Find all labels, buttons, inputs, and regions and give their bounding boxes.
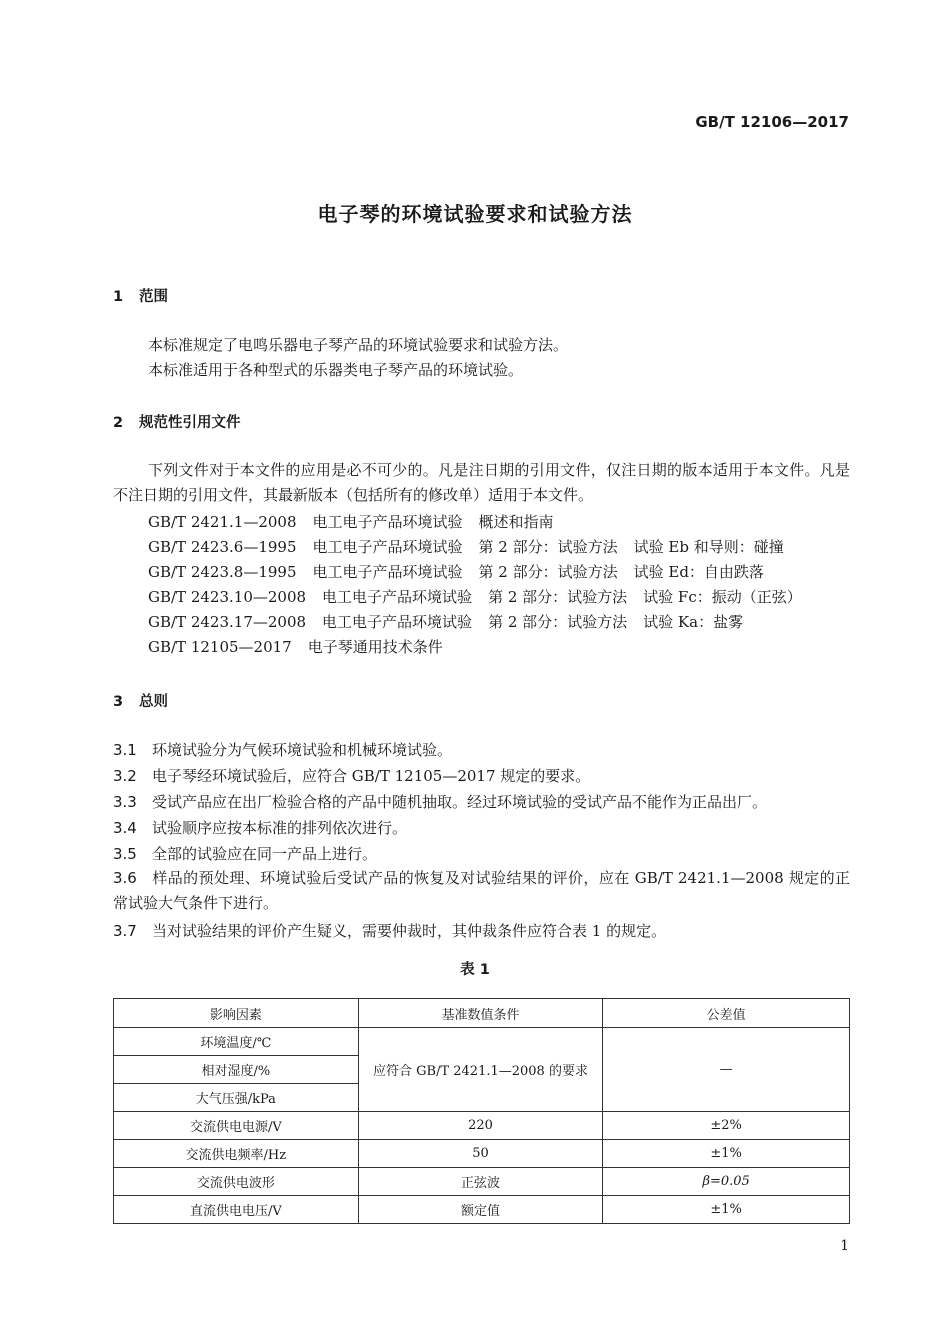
table-caption: 表 1 [460, 962, 490, 978]
clause-text: 试验顺序应按本标准的排列依次进行。 [152, 819, 408, 837]
paragraph: 本标准适用于各种型式的乐器类电子琴产品的环境试验。 [148, 361, 524, 379]
ref-code: GB/T 2423.6—1995 [148, 538, 297, 556]
table-cell: 额定值 [358, 1196, 603, 1224]
table-cell: ±1% [603, 1196, 850, 1224]
ref-part: 第 2 部分：试验方法 [488, 613, 628, 631]
clause-number: 3.3 [113, 793, 137, 811]
clause [113, 739, 452, 760]
ref-sub: 试验 Ed：自由跌落 [633, 563, 764, 581]
table-cell: β=0.05 [603, 1168, 850, 1196]
table-row [114, 1196, 850, 1224]
table-cell: 220 [358, 1112, 603, 1140]
clause-number: 3.1 [113, 741, 137, 759]
clause-number: 3.7 [113, 922, 137, 940]
table-header-row [114, 999, 850, 1028]
ref-code: GB/T 2421.1—2008 [148, 513, 297, 531]
section-number: 1 [113, 289, 124, 305]
clause-text: 全部的试验应在同一产品上进行。 [152, 845, 378, 863]
section-2-heading [113, 411, 241, 432]
ref-sub: 试验 Ka：盐雾 [643, 613, 744, 631]
table-cell: 50 [358, 1140, 603, 1168]
ref-title: 电子琴通用技术条件 [307, 638, 443, 656]
table-cell: 交流供电电源/V [114, 1112, 359, 1140]
ref-title: 电工电子产品环境试验 [312, 538, 463, 556]
table-cell: ±2% [603, 1112, 850, 1140]
table-row [114, 1168, 850, 1196]
ref-sub: 试验 Fc：振动（正弦） [643, 588, 802, 606]
table-cell: 直流供电电压/V [114, 1196, 359, 1224]
clause-text: 当对试验结果的评价产生疑义，需要仲裁时，其仲裁条件应符合表 1 的规定。 [152, 922, 667, 940]
ref-part: 第 2 部分：试验方法 [478, 538, 618, 556]
ref-code: GB/T 2423.8—1995 [148, 563, 297, 581]
normative-reference [148, 511, 570, 532]
clause-text: 环境试验分为气候环境试验和机械环境试验。 [152, 741, 453, 759]
page-number: 1 [840, 1238, 849, 1254]
ref-title: 电工电子产品环境试验 [312, 513, 463, 531]
normative-reference [148, 636, 459, 657]
section-2-intro: 下列文件对于本文件的应用是必不可少的。凡是注日期的引用文件，仅注日期的版本适用于本文件。凡是不注日期的引用文件，其最新版本（包括所有的修改单）适用于本文件。 [113, 461, 850, 504]
clause-number: 3.2 [113, 767, 137, 785]
clause-number: 3.5 [113, 845, 137, 863]
section-title: 总则 [139, 694, 168, 710]
clause [113, 843, 377, 864]
section-3-heading [113, 690, 168, 711]
ref-title: 电工电子产品环境试验 [312, 563, 463, 581]
paragraph: 本标准规定了电鸣乐器电子琴产品的环境试验要求和试验方法。 [148, 336, 569, 354]
table-cell: 大气压强/kPa [114, 1084, 359, 1112]
table-cell: 正弦波 [358, 1168, 603, 1196]
clause-number: 3.4 [113, 819, 137, 837]
normative-reference [148, 586, 818, 607]
section-number: 3 [113, 694, 124, 710]
document-title: 电子琴的环境试验要求和试验方法 [317, 202, 633, 226]
ref-part: 第 2 部分：试验方法 [478, 563, 618, 581]
table-cell: ±1% [603, 1140, 850, 1168]
ref-part: 第 2 部分：试验方法 [488, 588, 628, 606]
normative-reference [148, 561, 780, 582]
ref-code: GB/T 12105—2017 [148, 638, 292, 656]
table-cell: 交流供电波形 [114, 1168, 359, 1196]
normative-reference [148, 611, 759, 632]
clause [113, 791, 767, 812]
ref-sub: 试验 Eb 和导则：碰撞 [633, 538, 784, 556]
clause [113, 765, 590, 786]
table-row [114, 1112, 850, 1140]
table-cell: 相对湿度/% [114, 1056, 359, 1084]
clause [113, 817, 407, 838]
table-cell: 环境温度/℃ [114, 1028, 359, 1056]
clause-text: 受试产品应在出厂检验合格的产品中随机抽取。经过环境试验的受试产品不能作为正品出厂。 [152, 793, 768, 811]
section-1-heading [113, 285, 168, 306]
clause [113, 866, 850, 916]
table-cell-merged: 应符合 GB/T 2421.1—2008 的要求 [358, 1028, 603, 1112]
table-header-cell: 影响因素 [114, 999, 359, 1028]
table-row [114, 1140, 850, 1168]
ref-title: 电工电子产品环境试验 [322, 588, 473, 606]
section-title: 规范性引用文件 [139, 415, 241, 431]
clause [113, 920, 666, 941]
table-1 [113, 998, 850, 1224]
table-header-cell: 公差值 [603, 999, 850, 1028]
ref-code: GB/T 2423.10—2008 [148, 588, 307, 606]
table-row [114, 1028, 850, 1056]
section-number: 2 [113, 415, 124, 431]
normative-reference [148, 536, 800, 557]
clause-number: 3.6 [113, 869, 137, 887]
standard-number: GB/T 12106—2017 [695, 113, 849, 131]
ref-sub: 概述和指南 [478, 513, 554, 531]
ref-title: 电工电子产品环境试验 [322, 613, 473, 631]
clause-text: 电子琴经环境试验后，应符合 GB/T 12105—2017 规定的要求。 [152, 767, 591, 785]
section-title: 范围 [139, 289, 168, 305]
table-header-cell: 基准数值条件 [358, 999, 603, 1028]
clause-text: 样品的预处理、环境试验后受试产品的恢复及对试验结果的评价，应在 GB/T 2421.1—2008 规定的正常试验大气条件下进行。 [113, 869, 850, 912]
table-cell: 交流供电频率/Hz [114, 1140, 359, 1168]
table-cell-merged: — [603, 1028, 850, 1112]
ref-code: GB/T 2423.17—2008 [148, 613, 307, 631]
